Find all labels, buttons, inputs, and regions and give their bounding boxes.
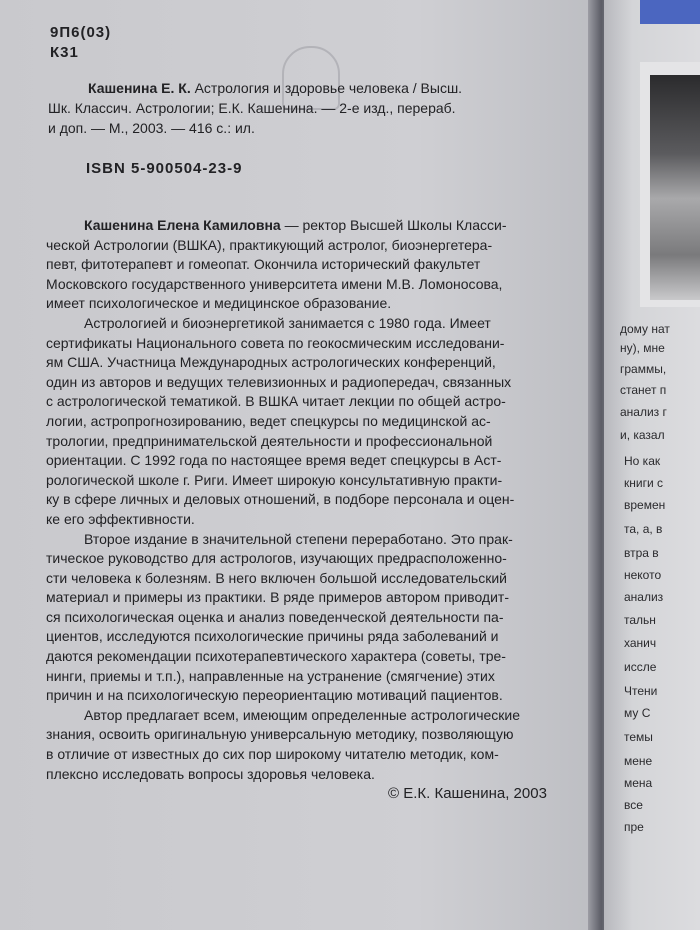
bib-author: Кашенина Е. К. (88, 80, 191, 96)
right-page-fragment: мена (624, 776, 653, 790)
text-line: логии, астропрогнозированию, ведет спецкурсы по медицинской ас- (46, 412, 491, 429)
text-line: ориентации. С 1992 года по настоящее время ведет спецкурсы в Аст- (46, 452, 502, 469)
edition-paragraph (46, 530, 576, 706)
text-line: материал и примеры из практики. В ряде примеров автором приводит- (46, 589, 509, 606)
bio-line: ческой Астрологии (ВШКА), практикующий астролог, биоэнергетера- (46, 236, 493, 253)
career-paragraph (46, 314, 576, 530)
bio-line: певт, фитотерапевт и гомеопат. Окончила исторический факультет (46, 256, 481, 273)
bio-paragraph (46, 216, 576, 314)
right-page-fragment: втра в (624, 546, 659, 560)
isbn: ISBN 5-900504-23-9 (86, 160, 243, 177)
copyright: © Е.К. Кашенина, 2003 (388, 785, 547, 802)
right-page-fragment: и, казал (620, 428, 665, 442)
right-page-fragment: все (624, 798, 643, 812)
method-paragraph (46, 706, 576, 784)
bib-line-1 (88, 78, 568, 98)
right-page-fragment: ханич (624, 636, 657, 650)
text-line: ку в сфере личных и деловых отношений, в подборе персонала и оцен- (46, 491, 515, 508)
right-page-fragment: дому нат (620, 322, 670, 336)
text-line: Автор предлагает всем, имеющим определенные астрологические (84, 706, 521, 723)
text-line: Второе издание в значительной степени переработано. Это прак- (84, 530, 513, 547)
right-page-fragment: мене (624, 754, 653, 768)
text-line: сти человека к болезням. В него включен большой исследовательский (46, 569, 507, 586)
bio-line: имеет психологическое и медицинское образование. (46, 295, 392, 312)
bibliographic-record (48, 78, 568, 138)
text-line: даются рекомендации психотерапевтического характера (советы, тре- (46, 648, 506, 665)
right-page-fragment: ну), мне (620, 341, 665, 355)
book-cover-edge (640, 0, 700, 24)
text-line: плексно исследовать вопросы здоровья человека. (46, 765, 375, 782)
bio-line: Кашенина Елена Камиловна — ректор Высшей Школы Класси- (84, 217, 507, 233)
annotation-text (46, 216, 576, 784)
right-page-fragment: та, а, в (624, 522, 663, 536)
right-page-fragment: анализ г (620, 405, 667, 419)
bib-line-3: и доп. — М., 2003. — 416 с.: ил. (48, 120, 255, 136)
text-line: трологии, предпринимательской деятельности и профессиональной (46, 432, 493, 449)
bio-line: Московского государственного университета имени М.В. Ломоносова, (46, 275, 503, 292)
text-line: с астрологической тематикой. В ВШКА читает лекции по общей астро- (46, 393, 506, 410)
right-page-fragment: му С (624, 706, 651, 720)
right-page-fragment: иссле (624, 660, 657, 674)
right-page-fragment: граммы, (620, 362, 667, 376)
text-line: циентов, исследуются психологические причины ряда заболеваний и (46, 628, 499, 645)
bib-line-2: Шк. Классич. Астрологии; Е.К. Кашенина. — 2-е изд., перераб. (48, 100, 456, 116)
author-name: Кашенина Елена Камиловна (84, 217, 281, 233)
text-line: рологической школе г. Риги. Имеет широкую консультативную практи- (46, 471, 503, 488)
text-line: ке его эффективности. (46, 510, 195, 527)
right-page-fragment: станет п (620, 383, 667, 397)
text-line: сертификаты Национального совета по геокосмическим исследовани- (46, 334, 505, 351)
right-page-fragment: пре (624, 820, 644, 834)
right-page-fragment: времен (624, 498, 666, 512)
right-page-fragment: книги с (624, 476, 663, 490)
right-page-fragment: темы (624, 730, 653, 744)
right-page-fragment: тальн (624, 613, 656, 627)
udc-code: 9П6(03) (50, 24, 112, 41)
text-line: нинги, приемы и т.п.), направленные на устранение (смягчение) этих (46, 667, 495, 684)
kbk-code: К31 (50, 44, 79, 61)
text-line: тическое руководство для астрологов, изучающих предрасположенно- (46, 550, 507, 567)
text-line: знания, освоить оригинальную универсальную методику, позволяющую (46, 726, 514, 743)
right-page-fragment: некото (624, 568, 662, 582)
right-page-fragment: Чтени (624, 684, 658, 698)
text-line: в отличие от известных до сих пор широкому читателю методик, ком- (46, 746, 499, 763)
right-page-fragment: анализ (624, 590, 664, 604)
text-line: Астрологией и биоэнергетикой занимается с 1980 года. Имеет (84, 314, 491, 331)
bib-title: Астрология и здоровье человека / Высш. (190, 80, 463, 96)
author-photo (650, 75, 700, 300)
text-line: один из авторов и ведущих телевизионных и радиопередач, связанных (46, 373, 512, 390)
right-page-fragment: Но как (624, 454, 661, 468)
text-line: ям США. Участница Международных астрологических конференций, (46, 354, 496, 371)
text-line: причин и на психологическую переориентацию мотиваций пациентов. (46, 687, 503, 704)
text-line: ся психологическая оценка и анализ поведенческой деятельности па- (46, 608, 504, 625)
